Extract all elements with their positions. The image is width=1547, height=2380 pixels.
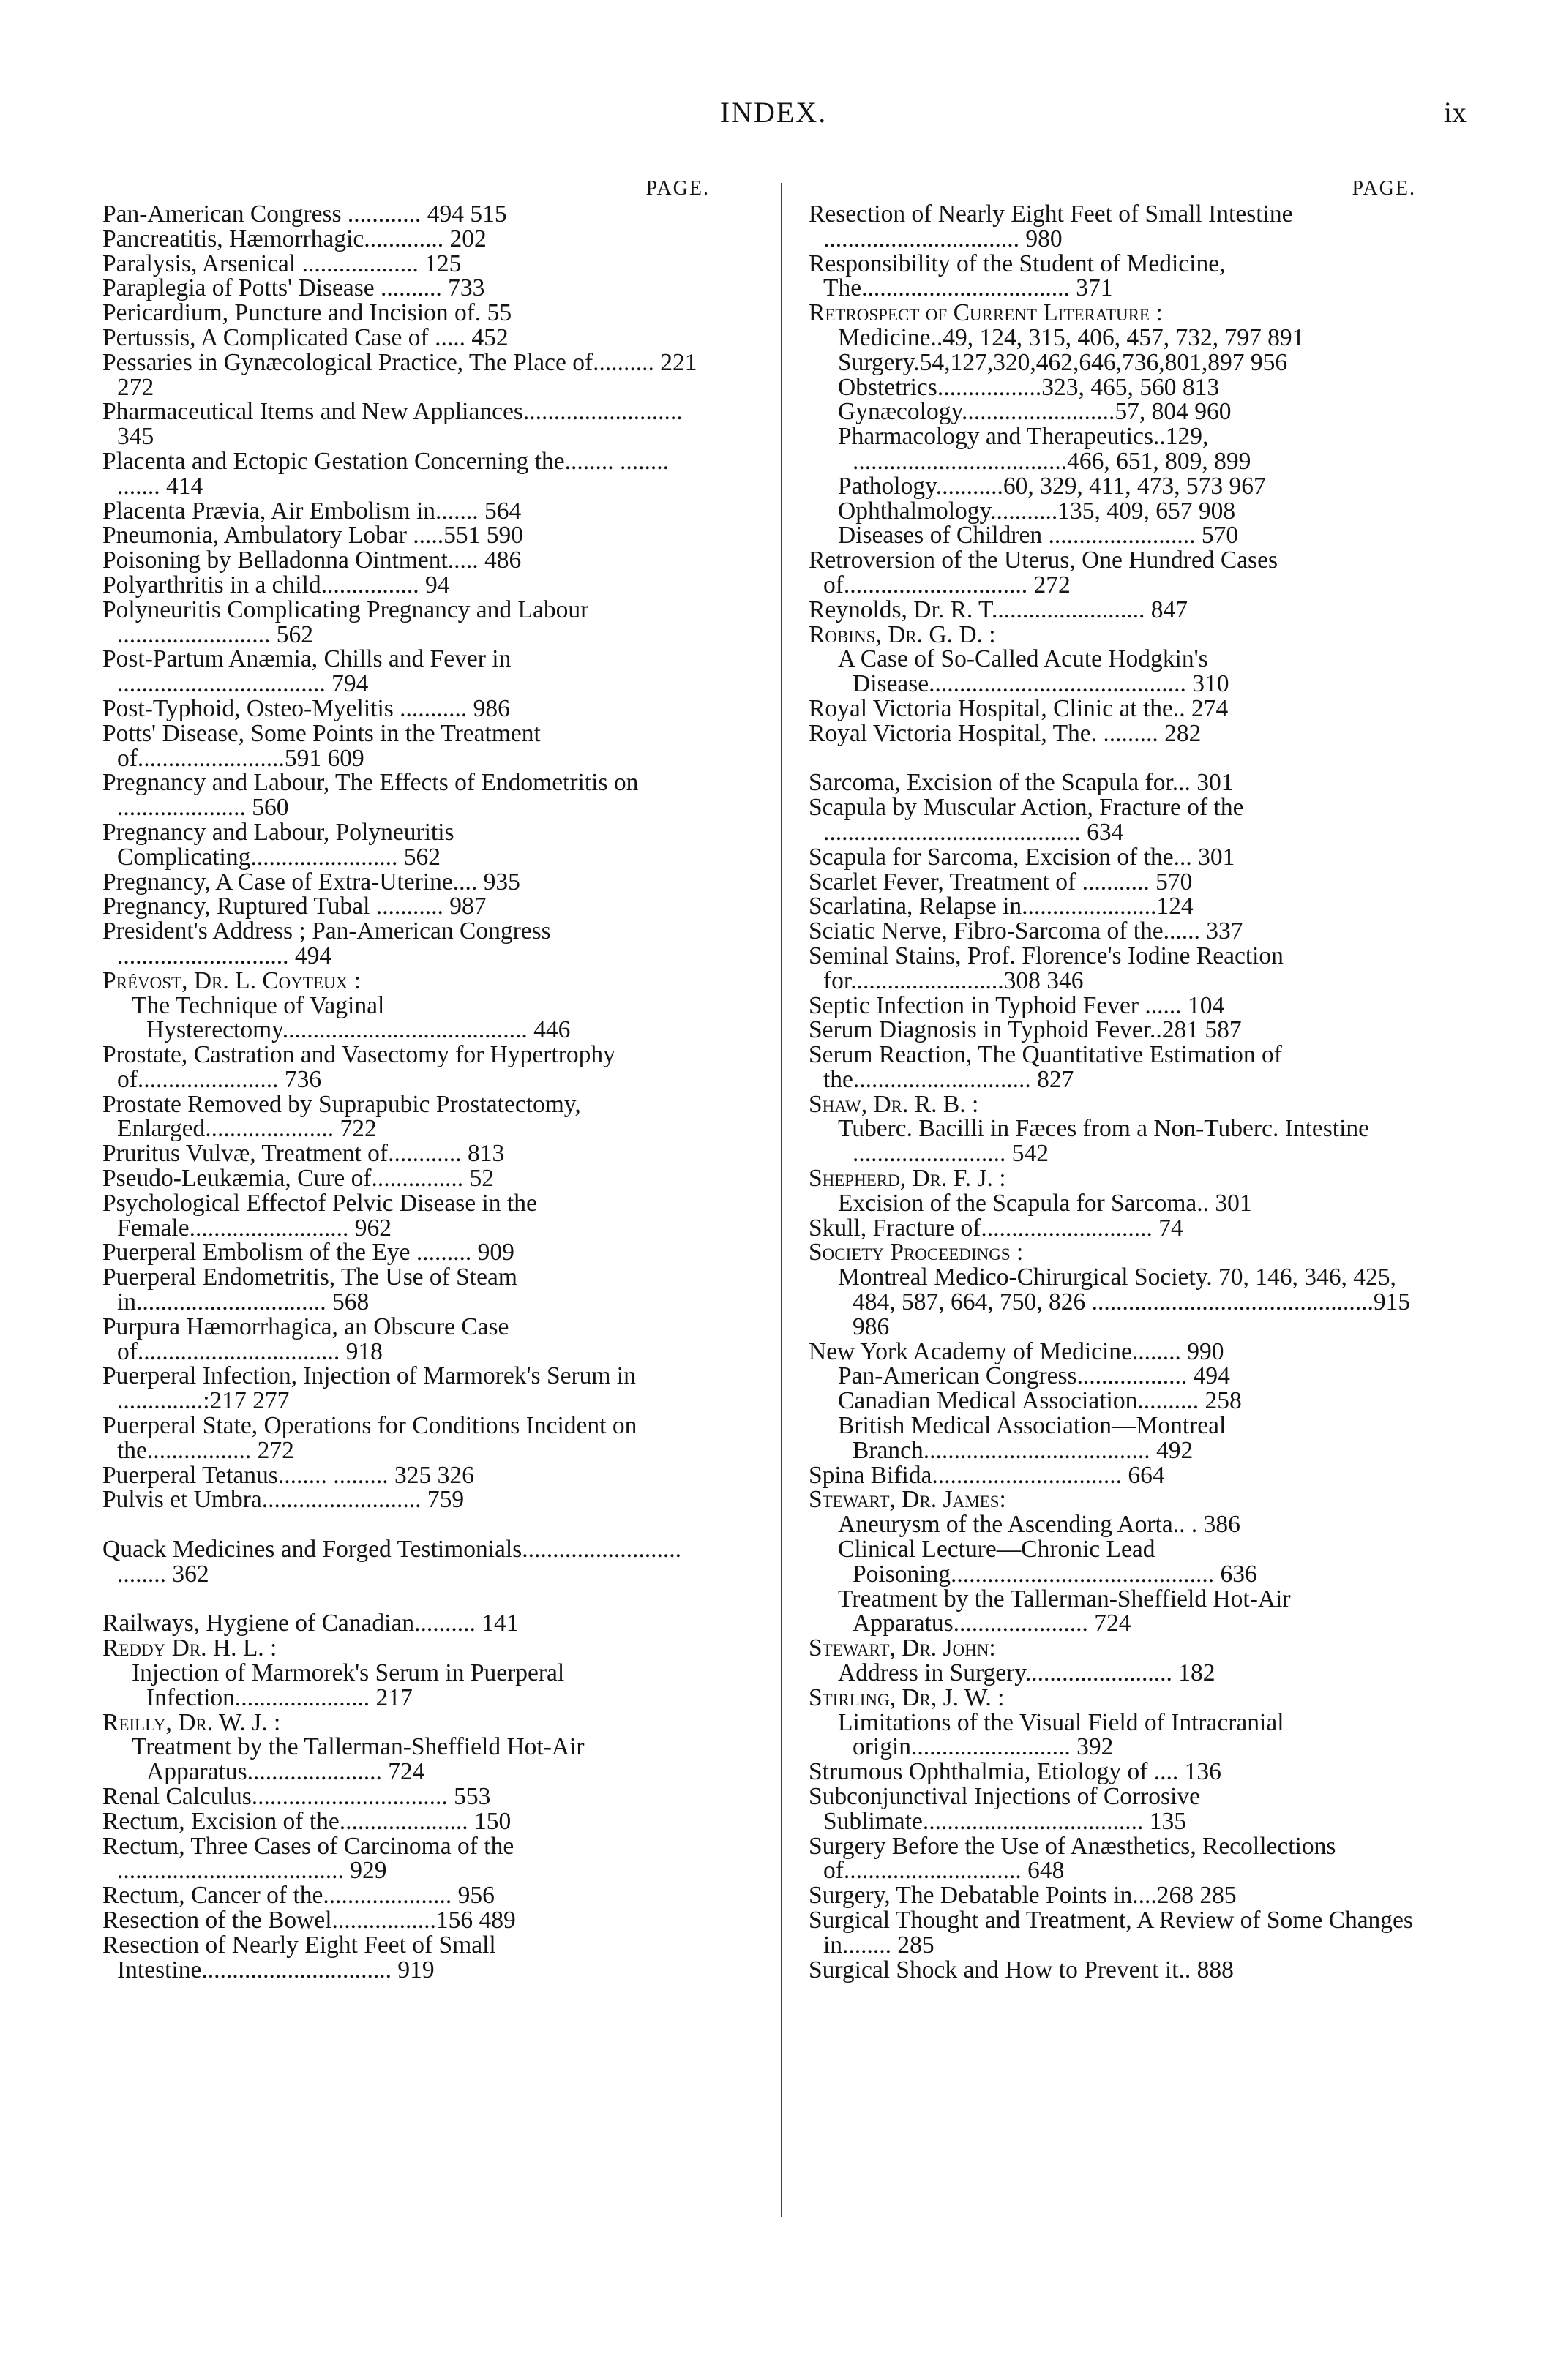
index-entry: Resection of Nearly Eight Feet of Small Intestine ................................ 980 xyxy=(809,200,1293,252)
index-entry: Purpura Hæmorrhagica, an Obscure Case of................................. 918 xyxy=(102,1313,509,1365)
index-subentry: Medicine..49, 124, 315, 406, 457, 732, 797 891 xyxy=(838,323,1305,351)
index-entry: Pneumonia, Ambulatory Lobar .....551 590 xyxy=(102,522,524,549)
index-column-left xyxy=(102,176,710,1982)
index-entry: Placenta Prævia, Air Embolism in....... 564 xyxy=(102,497,522,525)
index-subentry: Pan-American Congress.................. 494 xyxy=(838,1362,1230,1390)
index-subentry: Tuberc. Bacilli in Fæces from a Non-Tuberc. Intestine ......................... 542 xyxy=(838,1115,1370,1168)
index-entry: Paraplegia of Potts' Disease .......... 733 xyxy=(102,274,485,302)
index-entry: Subconjunctival Injections of Corrosive Sublimate.................................... 135 xyxy=(809,1783,1200,1835)
index-entry: Prostate, Castration and Vasectomy for Hypertrophy of....................... 736 xyxy=(102,1041,615,1093)
index-entry: Pregnancy and Labour, Polyneuritis Complicating........................ 562 xyxy=(102,818,454,871)
index-author-heading: Stewart, Dr. John: xyxy=(809,1634,996,1662)
index-entry: Puerperal Infection, Injection of Marmorek's Serum in ..............:217 277 xyxy=(102,1362,636,1415)
index-subentry: Limitations of the Visual Field of Intracranial origin.......................... 392 xyxy=(838,1708,1284,1761)
index-entry: Polyarthritis in a child................ 94 xyxy=(102,571,450,598)
index-entry: Pseudo-Leukæmia, Cure of............... 52 xyxy=(102,1165,495,1193)
index-gap xyxy=(102,1512,710,1537)
index-entry: Reynolds, Dr. R. T......................... 847 xyxy=(809,596,1188,623)
index-entry: Scapula by Muscular Action, Fracture of the .......................................... 634 xyxy=(809,794,1244,846)
index-entry: Potts' Disease, Some Points in the Treatment of........................591 609 xyxy=(102,719,541,772)
index-subentry: Injection of Marmorek's Serum in Puerperal Infection...................... 217 xyxy=(132,1659,565,1711)
index-subentry: The Technique of Vaginal Hysterectomy........................................ 446 xyxy=(132,991,571,1044)
index-entry: Post-Partum Anæmia, Chills and Fever in .................................. 794 xyxy=(102,645,512,698)
index-entry: Rectum, Three Cases of Carcinoma of the ..................................... 929 xyxy=(102,1832,514,1885)
index-entry: Scarlet Fever, Treatment of ........... 570 xyxy=(809,868,1193,896)
index-entry: Surgery, The Debatable Points in....268 285 xyxy=(809,1882,1237,1910)
index-entry: Railways, Hygiene of Canadian.......... 141 xyxy=(102,1610,519,1637)
index-subentry: Ophthalmology...........135, 409, 657 908 xyxy=(838,497,1236,525)
running-title: INDEX. xyxy=(719,96,828,129)
index-column-right xyxy=(809,176,1416,1982)
index-entry: Rectum, Excision of the..................... 150 xyxy=(102,1807,512,1835)
index-author-heading: Stirling, Dr, J. W. : xyxy=(809,1683,1005,1711)
index-subentry: Excision of the Scapula for Sarcoma.. 301 xyxy=(838,1189,1252,1217)
index-subentry: Aneurysm of the Ascending Aorta.. . 386 xyxy=(838,1511,1240,1539)
index-entry: Pregnancy, Ruptured Tubal ........... 987 xyxy=(102,893,487,920)
index-author-heading: Shaw, Dr. R. B. : xyxy=(809,1090,979,1118)
index-subentry: Treatment by the Tallerman-Sheffield Hot-Air Apparatus...................... 724 xyxy=(838,1585,1291,1637)
index-entry: President's Address ; Pan-American Congress ............................ 494 xyxy=(102,917,551,969)
index-subentry: Pharmacology and Therapeutics..129, ...................................466, 651, 809, 899 xyxy=(838,423,1251,475)
index-entry: Prostate Removed by Suprapubic Prostatectomy, Enlarged..................... 722 xyxy=(102,1090,581,1143)
index-author-heading: Society Proceedings : xyxy=(809,1239,1024,1266)
index-gap xyxy=(102,1587,710,1612)
index-entry: Serum Diagnosis in Typhoid Fever..281 587 xyxy=(809,1016,1242,1044)
index-author-heading: Reddy Dr. H. L. : xyxy=(102,1634,277,1662)
column-heading-page: PAGE. xyxy=(645,177,710,200)
index-entry: Pulvis et Umbra.......................... 759 xyxy=(102,1486,465,1514)
index-entry: Pruritus Vulvæ, Treatment of............ 813 xyxy=(102,1140,505,1168)
index-entry: Pharmaceutical Items and New Appliances.......................... 345 xyxy=(102,398,683,451)
index-entry: Poisoning by Belladonna Ointment..... 486 xyxy=(102,547,522,574)
left-entries xyxy=(102,202,710,1982)
index-entry: Scarlatina, Relapse in......................124 xyxy=(809,893,1194,920)
index-entry: Puerperal Embolism of the Eye ......... 909 xyxy=(102,1239,514,1266)
index-entry: Pericardium, Puncture and Incision of. 55 xyxy=(102,299,512,327)
index-subentry: Pathology...........60, 329, 411, 473, 573 967 xyxy=(838,472,1266,500)
index-entry: Post-Typhoid, Osteo-Myelitis ........... 986 xyxy=(102,694,510,722)
index-entry: Puerperal State, Operations for Conditions Incident on the................. 272 xyxy=(102,1412,637,1464)
index-entry: Strumous Ophthalmia, Etiology of .... 136 xyxy=(809,1758,1221,1786)
index-subentry: Treatment by the Tallerman-Sheffield Hot-Air Apparatus...................... 724 xyxy=(132,1733,585,1786)
index-entry: Royal Victoria Hospital, Clinic at the.. 274 xyxy=(809,694,1229,722)
index-entry: Puerperal Tetanus........ ......... 325 326 xyxy=(102,1461,474,1489)
index-entry: Renal Calculus................................ 553 xyxy=(102,1783,491,1810)
index-subentry: A Case of So-Called Acute Hodgkin's Disease.......................................... 310 xyxy=(838,645,1229,698)
index-entry: Pregnancy and Labour, The Effects of Endometritis on ..................... 560 xyxy=(102,769,639,822)
index-entry: Pessaries in Gynæcological Practice, The Place of.......... 221 272 xyxy=(102,348,697,401)
index-entry: Surgical Thought and Treatment, A Review of Some Changes in........ 285 xyxy=(809,1906,1413,1959)
index-entry: Pan-American Congress ............ 494 515 xyxy=(102,200,507,228)
index-entry: Rectum, Cancer of the..................... 956 xyxy=(102,1882,495,1910)
page-number: ix xyxy=(1443,96,1467,129)
index-subentry: Gynæcology.........................57, 804 960 xyxy=(838,398,1232,426)
index-subentry: Address in Surgery........................ 182 xyxy=(838,1659,1216,1687)
index-entry: Sarcoma, Excision of the Scapula for... 301 xyxy=(809,769,1234,797)
column-divider xyxy=(781,183,782,2217)
index-entry: Scapula for Sarcoma, Excision of the... 301 xyxy=(809,843,1235,871)
index-entry: Placenta and Ectopic Gestation Concerning the........ ........ ....... 414 xyxy=(102,447,670,500)
index-entry: Pertussis, A Complicated Case of ..... 452 xyxy=(102,323,509,351)
index-entry: Sciatic Nerve, Fibro-Sarcoma of the...... 337 xyxy=(809,917,1243,945)
index-entry: Pancreatitis, Hæmorrhagic............. 202 xyxy=(102,225,487,252)
index-entry: Pregnancy, A Case of Extra-Uterine.... 935 xyxy=(102,868,520,896)
index-entry: Retroversion of the Uterus, One Hundred Cases of.............................. 272 xyxy=(809,547,1278,598)
index-entry: Resection of the Bowel.................156 489 xyxy=(102,1906,516,1934)
index-entry: Quack Medicines and Forged Testimonials.......................... ........ 362 xyxy=(102,1536,682,1588)
index-entry: Serum Reaction, The Quantitative Estimation of the............................. 827 xyxy=(809,1041,1282,1093)
index-subentry: Clinical Lecture—Chronic Lead Poisoning........................................... 636 xyxy=(838,1536,1257,1588)
index-entry: New York Academy of Medicine........ 990 xyxy=(809,1337,1224,1365)
index-author-heading: Robins, Dr. G. D. : xyxy=(809,620,996,648)
index-entry: Royal Victoria Hospital, The. ......... 282 xyxy=(809,719,1202,747)
index-entry: Seminal Stains, Prof. Florence's Iodine Reaction for.........................308 346 xyxy=(809,942,1284,994)
index-entry: Polyneuritis Complicating Pregnancy and Labour ......................... 562 xyxy=(102,596,589,648)
running-head xyxy=(0,88,1547,132)
index-entry: Responsibility of the Student of Medicine, The.................................. 371 xyxy=(809,249,1226,302)
index-subentry: Canadian Medical Association.......... 258 xyxy=(838,1387,1242,1415)
index-author-heading: Reilly, Dr. W. J. : xyxy=(102,1708,281,1736)
index-entry: Resection of Nearly Eight Feet of Small Intestine............................... 919 xyxy=(102,1931,496,1983)
index-author-heading: Stewart, Dr. James: xyxy=(809,1486,1006,1514)
index-subentry: Diseases of Children ........................ 570 xyxy=(838,522,1239,549)
index-entry: Paralysis, Arsenical ................... 125 xyxy=(102,249,462,277)
index-subentry: British Medical Association—Montreal Branch..................................... 492 xyxy=(838,1412,1226,1464)
index-entry: Septic Infection in Typhoid Fever ...... 104 xyxy=(809,991,1225,1019)
index-entry: Psychological Effectof Pelvic Disease in the Female.......................... 962 xyxy=(102,1189,537,1242)
index-entry: Spina Bifida............................... 664 xyxy=(809,1461,1165,1489)
index-subentry: Surgery.54,127,320,462,646,736,801,897 956 xyxy=(838,348,1288,376)
index-author-heading: Shepherd, Dr. F. J. : xyxy=(809,1165,1006,1193)
index-subentry: Obstetrics.................323, 465, 560 813 xyxy=(838,373,1220,401)
index-gap xyxy=(809,746,1416,771)
index-entry: Skull, Fracture of............................ 74 xyxy=(809,1214,1183,1242)
right-entries xyxy=(809,202,1416,1982)
column-heading-page: PAGE. xyxy=(1352,177,1416,200)
index-entry: Puerperal Endometritis, The Use of Steam in............................... 568 xyxy=(102,1264,517,1316)
index-author-heading: Prévost, Dr. L. Coyteux : xyxy=(102,966,361,994)
index-entry: Surgery Before the Use of Anæsthetics, Recollections of............................. 648 xyxy=(809,1832,1336,1885)
index-subentry: Montreal Medico-Chirurgical Society. 70, 146, 346, 425, 484, 587, 664, 750, 826 ..............................................915 986 xyxy=(838,1264,1411,1340)
index-author-heading: Retrospect of Current Literature : xyxy=(809,299,1163,327)
index-entry: Surgical Shock and How to Prevent it.. 888 xyxy=(809,1956,1234,1983)
